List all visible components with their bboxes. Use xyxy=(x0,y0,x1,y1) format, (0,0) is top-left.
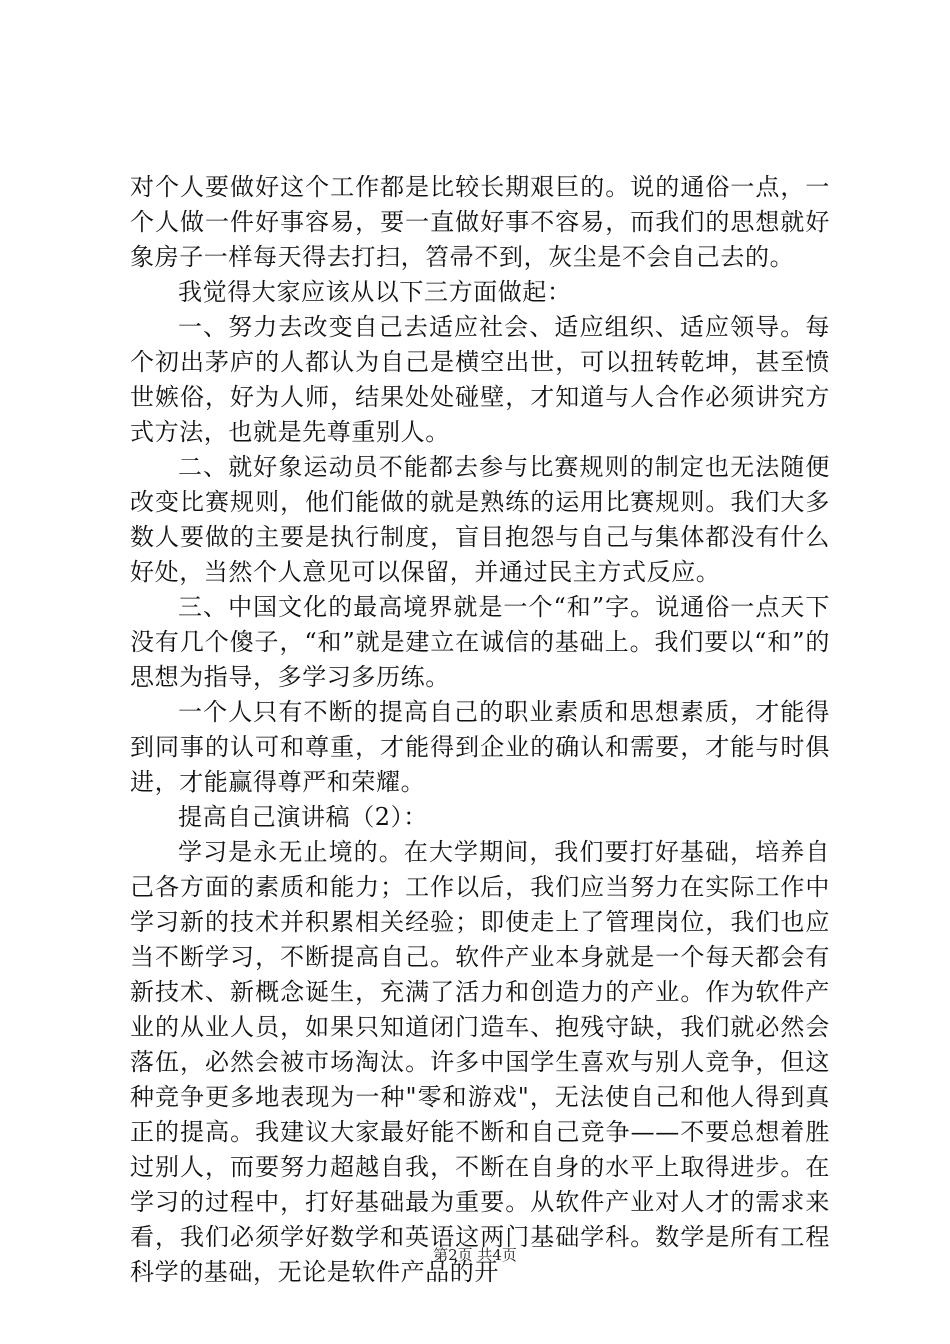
paragraph-5: 三、中国文化的最高境界就是一个“和”字。说通俗一点天下没有几个傻子，“和”就是建立在诚信的基础上。我们要以“和”的思想为指导，多学习多历练。 xyxy=(130,593,830,691)
paragraph-2: 我觉得大家应该从以下三方面做起： xyxy=(178,278,572,306)
page-number-footer: 第2页 共4页 xyxy=(433,1246,517,1264)
paragraph-4: 二、就好象运动员不能都去参与比赛规则的制定也无法随便改变比赛规则，他们能做的就是熟练的运用比赛规则。我们大多数人要做的主要是执行制度，盲目抱怨与自己与集体都没有什么好处，当然个人意见可以保留，并通过民主方式反应。 xyxy=(130,453,830,586)
document-body xyxy=(130,170,830,1290)
paragraph-6: 一个人只有不断的提高自己的职业素质和思想素质，才能得到同事的认可和尊重，才能得到企业的确认和需要，才能与时俱进，才能赢得尊严和荣耀。 xyxy=(130,698,830,796)
section-heading: 提高自己演讲稿（2）： xyxy=(178,803,428,831)
paragraph-3: 一、努力去改变自己去适应社会、适应组织、适应领导。每个初出茅庐的人都认为自己是横空出世，可以扭转乾坤，甚至愤世嫉俗，好为人师，结果处处碰壁，才知道与人合作必须讲究方式方法，也就是先尊重别人。 xyxy=(130,313,830,446)
paragraph-7: 学习是永无止境的。在大学期间，我们要打好基础，培养自己各方面的素质和能力；工作以后，我们应当努力在实际工作中学习新的技术并积累相关经验；即使走上了管理岗位，我们也应当不断学习，不断提高自己。软件产业本身就是一个每天都会有新技术、新概念诞生，充满了活力和创造力的产业。作为软件产业的从业人员，如果只知道闭门造车、抱残守缺，我们就必然会落伍，必然会被市场淘汰。许多中国学生喜欢与别人竞争，但这种竞争更多地表现为一种"零和游戏"，无法使自己和他人得到真正的提高。我建议大家最好能不断和自己竞争——不要总想着胜过别人，而要努力超越自我，不断在自身的水平上取得进步。在学习的过程中，打好基础最为重要。从软件产业对人才的需求来看，我们必须学好数学和英语这两门基础学科。数学是所有工程科学的基础，无论是软件产品的开 xyxy=(130,838,830,1286)
paragraph-1: 对个人要做好这个工作都是比较长期艰巨的。说的通俗一点，一个人做一件好事容易，要一直做好事不容易，而我们的思想就好象房子一样每天得去打扫，笤帚不到，灰尘是不会自己去的。 xyxy=(130,173,830,271)
